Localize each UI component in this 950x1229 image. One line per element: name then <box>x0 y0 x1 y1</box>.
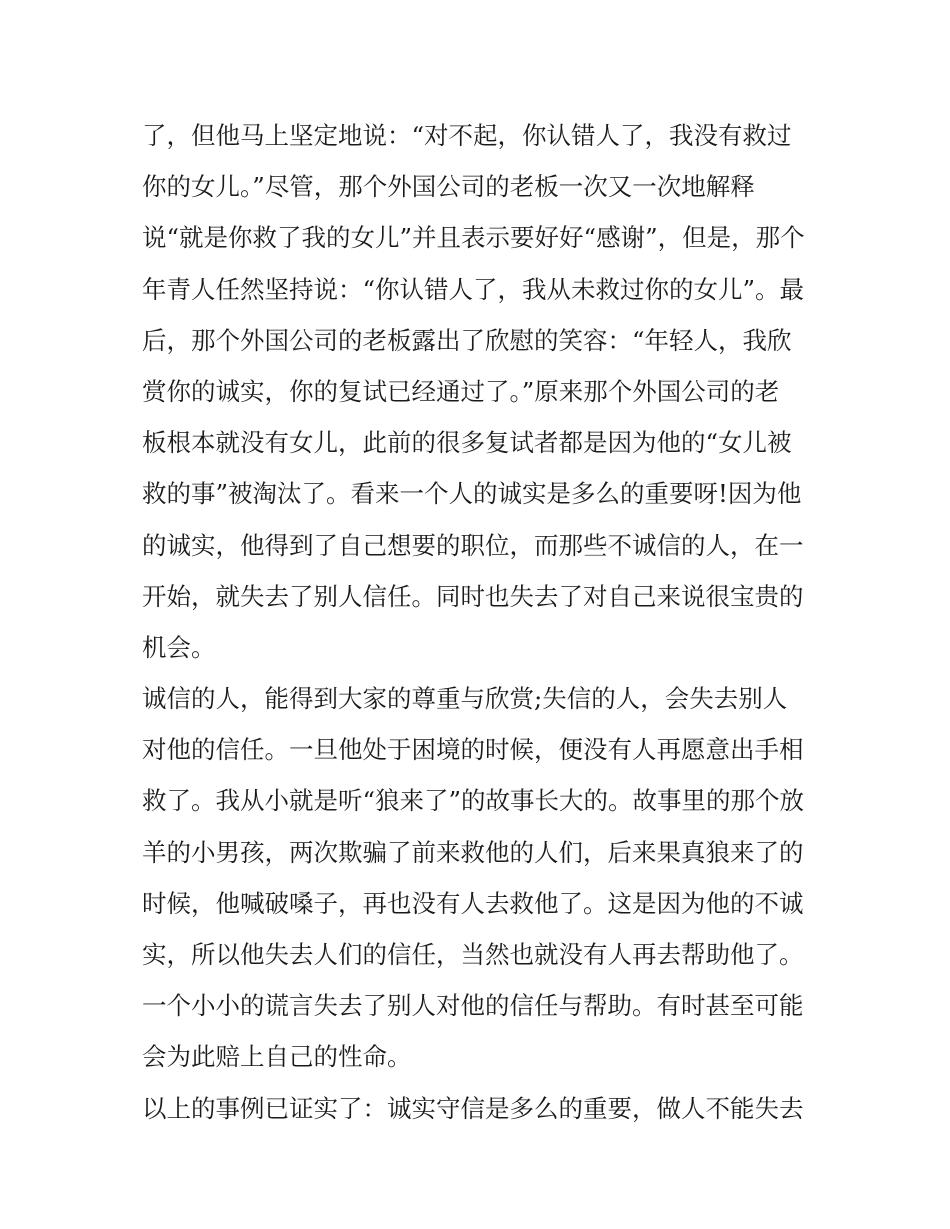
text-line: 赏你的诚实，你的复试已经通过了。”原来那个外国公司的老 <box>142 376 780 406</box>
text-line: 实，所以他失去人们的信任，当然也就没有人再去帮助他了。 <box>142 940 804 969</box>
text-line: 的诚实，他得到了自己想要的职位，而那些不诚信的人，在一 <box>142 530 804 560</box>
text-line: 机会。 <box>142 632 216 662</box>
text-line: 一个小小的谎言失去了别人对他的信任与帮助。有时甚至可能 <box>142 991 804 1021</box>
body-text <box>142 110 822 1134</box>
text-line: 后，那个外国公司的老板露出了欣慰的笑容：“年轻人，我欣 <box>142 325 792 355</box>
text-line: 救了。我从小就是听“狼来了”的故事长大的。故事里的那个放 <box>142 786 805 816</box>
text-line: 你的女儿。”尽管，那个外国公司的老板一次又一次地解释 <box>142 172 755 202</box>
text-line: 说“就是你救了我的女儿”并且表示要好好“感谢”，但是，那个 <box>142 223 805 253</box>
text-line: 时候，他喊破嗓子，再也没有人去救他了。这是因为他的不诚 <box>142 888 804 918</box>
text-line: 救的事”被淘汰了。看来一个人的诚实是多么的重要呀!因为他 <box>142 479 802 509</box>
text-line: 开始，就失去了别人信任。同时也失去了对自己来说很宝贵的 <box>142 581 804 611</box>
text-line: 板根本就没有女儿，此前的很多复试者都是因为他的“女儿被 <box>142 428 792 458</box>
text-line: 了，但他马上坚定地说：“对不起，你认错人了，我没有救过 <box>142 121 792 150</box>
text-line: 年青人任然坚持说：“你认错人了，我从未救过你的女儿”。最 <box>142 274 805 304</box>
text-line: 诚信的人，能得到大家的尊重与欣赏;失信的人，会失去别人 <box>142 684 788 714</box>
text-line: 羊的小男孩，两次欺骗了前来救他的人们，后来果真狼来了的 <box>142 837 804 867</box>
text-line: 会为此赔上自己的性命。 <box>142 1042 412 1072</box>
text-line: 对他的信任。一旦他处于困境的时候，便没有人再愿意出手相 <box>142 735 804 765</box>
text-line: 以上的事例已证实了：诚实守信是多么的重要，做人不能失去 <box>142 1093 804 1123</box>
